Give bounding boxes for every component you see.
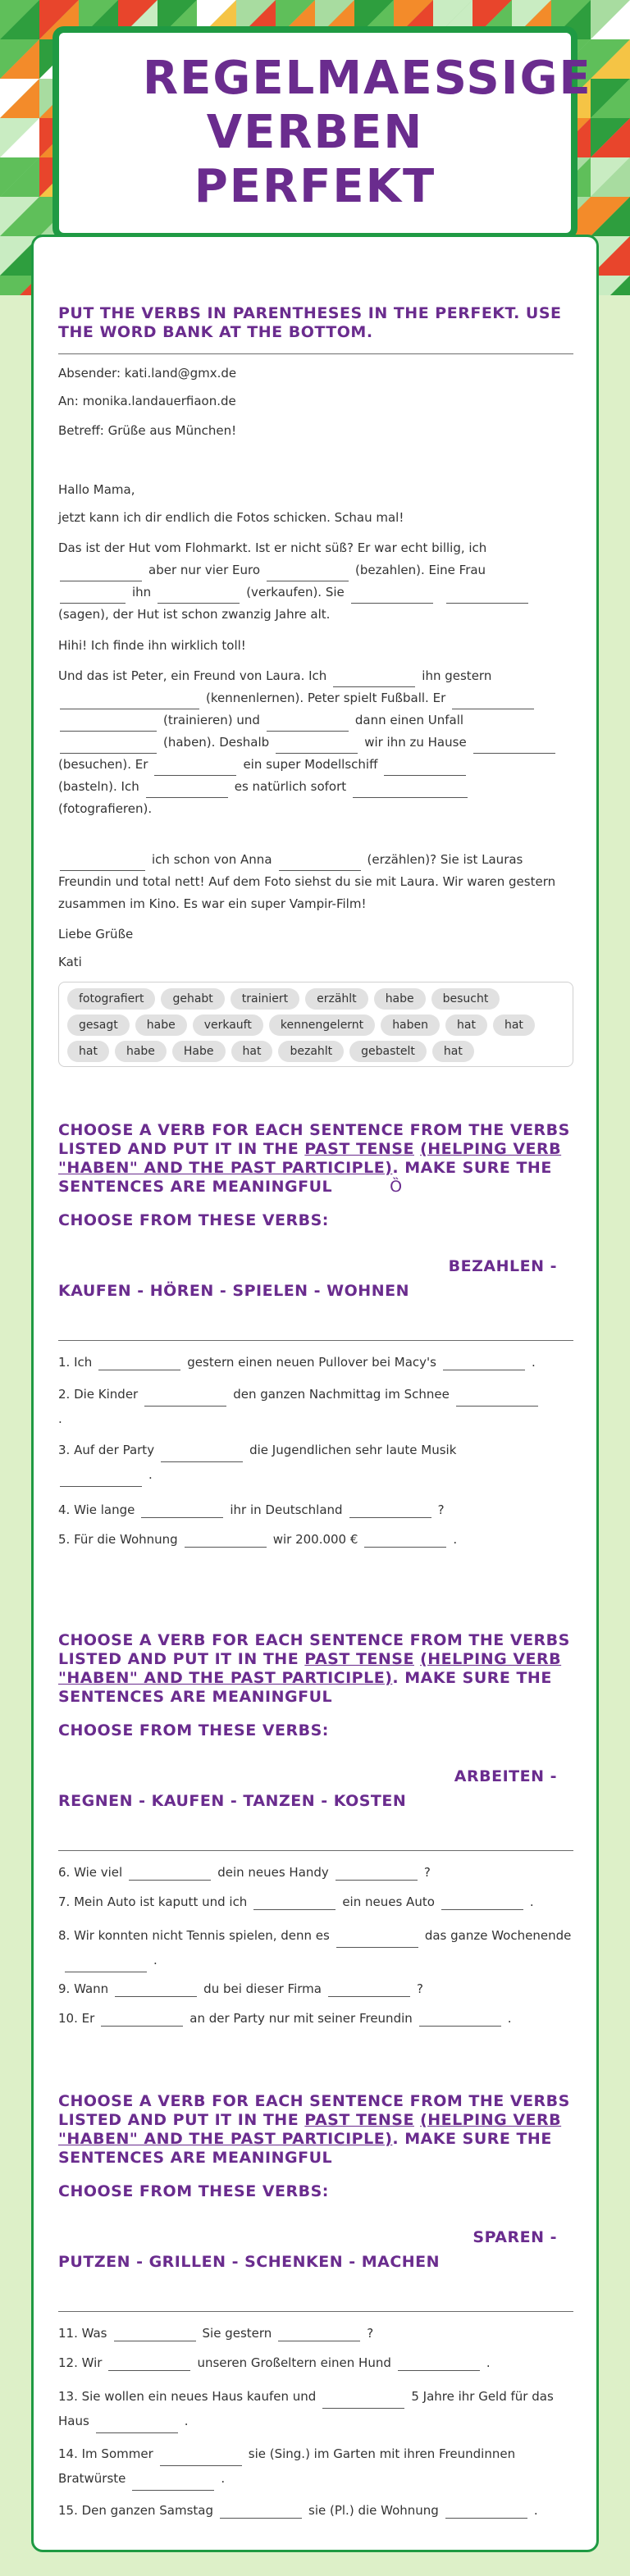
paragraph-3: Hihi! Ich finde ihn wirklich toll! bbox=[58, 638, 246, 653]
answer-blank[interactable] bbox=[279, 856, 361, 871]
text: 12. Wir bbox=[58, 2355, 103, 2370]
text: du bei dieser Firma bbox=[203, 1981, 322, 1996]
word-chip[interactable]: Habe bbox=[172, 1041, 226, 1062]
text: SPAREN - bbox=[472, 2228, 557, 2246]
answer-blank[interactable] bbox=[353, 783, 468, 798]
text: ihr in Deutschland bbox=[230, 1502, 343, 1517]
answer-blank[interactable] bbox=[220, 2504, 302, 2519]
text: 11. Was bbox=[58, 2326, 107, 2341]
text: sie (Sing.) im Garten mit ihren Freundinnen Bratwürste bbox=[58, 2446, 516, 2486]
word-chip[interactable]: erzählt bbox=[305, 988, 368, 1010]
answer-blank[interactable] bbox=[276, 739, 358, 754]
sentence-2 bbox=[58, 1382, 573, 1431]
text: . MAKE SURE THE SENTENCES ARE MEANINGFUL bbox=[58, 2130, 552, 2167]
answer-blank[interactable] bbox=[60, 1472, 142, 1487]
answer-blank[interactable] bbox=[398, 2356, 480, 2371]
text: wir ihn zu Hause bbox=[364, 735, 467, 750]
section4-verb-list bbox=[58, 2225, 573, 2274]
text: 9. Wann bbox=[58, 1981, 109, 1996]
text: unseren Großeltern einen Hund bbox=[197, 2355, 391, 2370]
text: 13. Sie wollen ein neues Haus kaufen und bbox=[58, 2389, 317, 2404]
word-chip[interactable]: hat bbox=[445, 1014, 487, 1036]
word-chip[interactable]: fotografiert bbox=[67, 988, 155, 1010]
answer-blank[interactable] bbox=[336, 1933, 418, 1948]
text: CHOOSE A VERB FOR EACH SENTENCE FROM THE VERBS LISTED AND PUT IT IN THE bbox=[58, 2092, 570, 2129]
section4-choose-label: CHOOSE FROM THESE VERBS: bbox=[58, 2182, 329, 2200]
text: die Jugendlichen sehr laute Musik bbox=[249, 1443, 457, 1457]
text: (haben). Deshalb bbox=[163, 735, 270, 750]
section2-verb-list bbox=[58, 1254, 573, 1303]
answer-blank[interactable] bbox=[60, 739, 157, 754]
text: ihn gestern bbox=[422, 668, 492, 683]
text: (bezahlen). Eine Frau bbox=[355, 563, 486, 577]
worksheet-card bbox=[31, 235, 599, 2552]
text: gestern einen neuen Pullover bei Macy's bbox=[187, 1355, 436, 1370]
word-chip[interactable]: verkauft bbox=[193, 1014, 263, 1036]
text: KAUFEN - HÖREN - SPIELEN - WOHNEN bbox=[58, 1282, 409, 1300]
answer-blank[interactable] bbox=[60, 695, 199, 709]
text: CHOOSE A VERB FOR EACH SENTENCE FROM THE VERBS LISTED AND PUT IT IN THE bbox=[58, 1121, 570, 1158]
sentence-13 bbox=[58, 2384, 573, 2433]
word-bank bbox=[58, 982, 573, 1067]
word-chip[interactable]: hat bbox=[231, 1041, 273, 1062]
text: . bbox=[453, 1532, 458, 1547]
text: 8. Wir konnten nicht Tennis spielen, denn es bbox=[58, 1928, 330, 1943]
text: . bbox=[148, 1467, 153, 1482]
divider bbox=[58, 353, 573, 354]
text: . MAKE SURE THE SENTENCES ARE MEANINGFUL bbox=[58, 1669, 552, 1706]
title-card bbox=[52, 26, 592, 239]
divider bbox=[58, 1340, 573, 1341]
text: Ȍ bbox=[390, 1178, 403, 1196]
text: (HELPING VERB "HABEN" AND THE PAST PARTICIPLE) bbox=[58, 1650, 562, 1687]
text: (kennenlernen). Peter spielt Fußball. Er bbox=[206, 691, 446, 705]
answer-blank[interactable] bbox=[96, 2419, 178, 2433]
sentence-15 bbox=[58, 2502, 573, 2519]
word-chip[interactable]: besucht bbox=[431, 988, 500, 1010]
text: 6. Wie viel bbox=[58, 1865, 123, 1880]
paragraph-4 bbox=[58, 665, 573, 820]
section4-instruction bbox=[58, 2092, 573, 2168]
answer-blank[interactable] bbox=[146, 783, 228, 798]
section1-instruction: PUT THE VERBS IN PARENTHESES IN THE PERFEKT. USE THE WORD BANK AT THE BOTTOM. bbox=[58, 304, 562, 341]
text: sie (Pl.) die Wohnung bbox=[308, 2503, 439, 2518]
text: 4. Wie lange bbox=[58, 1502, 135, 1517]
text: PAST TENSE bbox=[304, 1140, 414, 1158]
text: PUTZEN - GRILLEN - SCHENKEN - MACHEN bbox=[58, 2253, 441, 2271]
text: . bbox=[533, 2503, 538, 2518]
text: 3. Auf der Party bbox=[58, 1443, 155, 1457]
text: ARBEITEN - bbox=[454, 1767, 557, 1785]
page-title: REGELMAESSIGE VERBEN PERFEKT bbox=[143, 52, 592, 213]
answer-blank[interactable] bbox=[185, 1533, 267, 1548]
answer-blank[interactable] bbox=[253, 1895, 336, 1910]
sentence-11 bbox=[58, 2325, 573, 2341]
text: es natürlich sofort bbox=[234, 779, 347, 794]
answer-blank[interactable] bbox=[161, 1448, 243, 1462]
sentence-8 bbox=[58, 1923, 573, 1972]
email-from: Absender: kati.land@gmx.de bbox=[58, 366, 237, 381]
email-signature: Kati bbox=[58, 955, 82, 969]
section3-instruction bbox=[58, 1631, 573, 1707]
answer-blank[interactable] bbox=[441, 1895, 523, 1910]
text: ? bbox=[416, 1981, 423, 1996]
text: 10. Er bbox=[58, 2011, 95, 2026]
text: (erzählen)? Sie ist Lauras Freundin und total nett! Auf dem Foto siehst du sie mit Laura. Wir waren gestern zusammen im Kino. Es war ein super Vampir-Film! bbox=[58, 852, 556, 911]
answer-blank[interactable] bbox=[114, 2327, 196, 2341]
answer-blank[interactable] bbox=[158, 589, 240, 604]
text: das ganze Wochenende bbox=[424, 1928, 572, 1943]
sentence-10 bbox=[58, 2010, 573, 2027]
sentence-3 bbox=[58, 1438, 573, 1487]
sentence-9 bbox=[58, 1981, 573, 1997]
sentence-4 bbox=[58, 1502, 573, 1518]
text: ? bbox=[367, 2326, 374, 2341]
text: . bbox=[184, 2414, 189, 2428]
text: (fotografieren). bbox=[58, 801, 153, 816]
email-to: An: monika.landauerfiaon.de bbox=[58, 394, 236, 408]
paragraph-5 bbox=[58, 849, 573, 915]
text: (besuchen). Er bbox=[58, 757, 148, 772]
text: 5. Für die Wohnung bbox=[58, 1532, 178, 1547]
answer-blank[interactable] bbox=[333, 672, 415, 687]
answer-blank[interactable] bbox=[144, 1392, 226, 1407]
email-subject: Betreff: Grüße aus München! bbox=[58, 423, 237, 438]
answer-blank[interactable] bbox=[351, 589, 433, 604]
text: 14. Im Sommer bbox=[58, 2446, 153, 2461]
text: den ganzen Nachmittag im Schnee bbox=[233, 1387, 450, 1402]
text: (verkaufen). Sie bbox=[246, 585, 345, 600]
word-chip[interactable]: gesagt bbox=[67, 1014, 130, 1036]
word-chip[interactable]: trainiert bbox=[231, 988, 299, 1010]
text: BEZAHLEN - bbox=[448, 1257, 557, 1275]
text: ich schon von Anna bbox=[152, 852, 272, 867]
text: . bbox=[532, 1355, 536, 1370]
text: . bbox=[153, 1953, 158, 1967]
answer-blank[interactable] bbox=[60, 567, 142, 581]
text: Sie gestern bbox=[202, 2326, 272, 2341]
answer-blank[interactable] bbox=[278, 2327, 360, 2341]
word-chip[interactable]: habe bbox=[374, 988, 426, 1010]
section2-choose-label: CHOOSE FROM THESE VERBS: bbox=[58, 1211, 329, 1229]
answer-blank[interactable] bbox=[349, 1503, 431, 1518]
text: (sagen), der Hut ist schon zwanzig Jahre alt. bbox=[58, 607, 331, 622]
text: ? bbox=[423, 1865, 431, 1880]
email-greeting: Hallo Mama, bbox=[58, 482, 135, 497]
answer-blank[interactable] bbox=[160, 2451, 242, 2466]
answer-blank[interactable] bbox=[65, 1958, 147, 1972]
text: ein super Modellschiff bbox=[243, 757, 378, 772]
text: (HELPING VERB "HABEN" AND THE PAST PARTICIPLE) bbox=[58, 2111, 562, 2148]
text: wir 200.000 € bbox=[272, 1532, 358, 1547]
answer-blank[interactable] bbox=[384, 761, 466, 776]
text: . bbox=[486, 2355, 491, 2370]
email-closing: Liebe Grüße bbox=[58, 927, 134, 941]
answer-blank[interactable] bbox=[364, 1533, 446, 1548]
text: (basteln). Ich bbox=[58, 779, 139, 794]
answer-blank[interactable] bbox=[132, 2476, 214, 2491]
text: . bbox=[507, 2011, 512, 2026]
answer-blank[interactable] bbox=[154, 761, 236, 776]
section2-instruction bbox=[58, 1121, 573, 1197]
answer-blank[interactable] bbox=[98, 1356, 180, 1370]
answer-blank[interactable] bbox=[60, 717, 157, 732]
sentence-5 bbox=[58, 1531, 573, 1548]
answer-blank[interactable] bbox=[473, 739, 555, 754]
text: (trainieren) und bbox=[163, 713, 260, 727]
answer-blank[interactable] bbox=[328, 1982, 410, 1997]
sentence-14 bbox=[58, 2442, 573, 2491]
answer-blank[interactable] bbox=[115, 1982, 197, 1997]
answer-blank[interactable] bbox=[267, 717, 349, 732]
text: 15. Den ganzen Samstag bbox=[58, 2503, 214, 2518]
answer-blank[interactable] bbox=[452, 695, 534, 709]
answer-blank[interactable] bbox=[445, 2504, 527, 2519]
text: ihn bbox=[132, 585, 152, 600]
paragraph-1: jetzt kann ich dir endlich die Fotos schicken. Schau mal! bbox=[58, 510, 404, 525]
answer-blank[interactable] bbox=[322, 2394, 404, 2409]
word-chip[interactable]: kennengelernt bbox=[269, 1014, 375, 1036]
section3-verb-list bbox=[58, 1764, 573, 1813]
word-chip[interactable]: bezahlt bbox=[278, 1041, 344, 1062]
word-chip[interactable]: habe bbox=[115, 1041, 167, 1062]
word-chip[interactable]: haben bbox=[381, 1014, 440, 1036]
answer-blank[interactable] bbox=[108, 2356, 190, 2371]
text: . bbox=[529, 1894, 534, 1909]
text: ein neues Auto bbox=[342, 1894, 435, 1909]
text: . bbox=[221, 2471, 226, 2486]
text: dann einen Unfall bbox=[354, 713, 464, 727]
word-chip[interactable]: hat bbox=[493, 1014, 535, 1036]
answer-blank[interactable] bbox=[456, 1392, 538, 1407]
text: 7. Mein Auto ist kaputt und ich bbox=[58, 1894, 248, 1909]
answer-blank[interactable] bbox=[141, 1503, 223, 1518]
sentence-1 bbox=[58, 1354, 573, 1370]
section3-choose-label: CHOOSE FROM THESE VERBS: bbox=[58, 1721, 329, 1739]
text: dein neues Handy bbox=[217, 1865, 329, 1880]
sentence-12 bbox=[58, 2355, 573, 2371]
text: . MAKE SURE THE SENTENCES ARE MEANINGFUL bbox=[58, 1159, 552, 1196]
text: REGNEN - KAUFEN - TANZEN - KOSTEN bbox=[58, 1792, 407, 1810]
sentence-7 bbox=[58, 1894, 573, 1910]
paragraph-2 bbox=[58, 537, 573, 626]
answer-blank[interactable] bbox=[129, 1866, 211, 1881]
sentence-6 bbox=[58, 1864, 573, 1881]
text: PAST TENSE bbox=[304, 2111, 414, 2129]
word-chip[interactable]: hat bbox=[67, 1041, 109, 1062]
word-chip[interactable]: hat bbox=[432, 1041, 474, 1062]
text: 5 Jahre ihr Geld für das Haus bbox=[58, 2389, 554, 2428]
answer-blank[interactable] bbox=[101, 2012, 183, 2027]
text: Und das ist Peter, ein Freund von Laura. Ich bbox=[58, 668, 327, 683]
word-chip[interactable]: habe bbox=[135, 1014, 187, 1036]
text: ? bbox=[437, 1502, 445, 1517]
text: aber nur vier Euro bbox=[148, 563, 261, 577]
answer-blank[interactable] bbox=[443, 1356, 525, 1370]
word-chip[interactable]: gehabt bbox=[161, 988, 224, 1010]
divider bbox=[58, 2311, 573, 2312]
word-chip[interactable]: gebastelt bbox=[349, 1041, 427, 1062]
text: CHOOSE A VERB FOR EACH SENTENCE FROM THE VERBS LISTED AND PUT IT IN THE bbox=[58, 1631, 570, 1668]
answer-blank[interactable] bbox=[60, 856, 145, 871]
text: Das ist der Hut vom Flohmarkt. Ist er nicht süß? Er war echt billig, ich bbox=[58, 540, 487, 555]
text: . bbox=[58, 1411, 62, 1426]
answer-blank[interactable] bbox=[336, 1866, 418, 1881]
divider bbox=[58, 1850, 573, 1851]
answer-blank[interactable] bbox=[419, 2012, 501, 2027]
answer-blank[interactable] bbox=[446, 589, 528, 604]
text: (HELPING VERB "HABEN" AND THE PAST PARTICIPLE) bbox=[58, 1140, 562, 1177]
answer-blank[interactable] bbox=[267, 567, 349, 581]
answer-blank[interactable] bbox=[60, 589, 126, 604]
text: an der Party nur mit seiner Freundin bbox=[189, 2011, 413, 2026]
text: 1. Ich bbox=[58, 1355, 93, 1370]
text: 2. Die Kinder bbox=[58, 1387, 139, 1402]
text: PAST TENSE bbox=[304, 1650, 414, 1668]
